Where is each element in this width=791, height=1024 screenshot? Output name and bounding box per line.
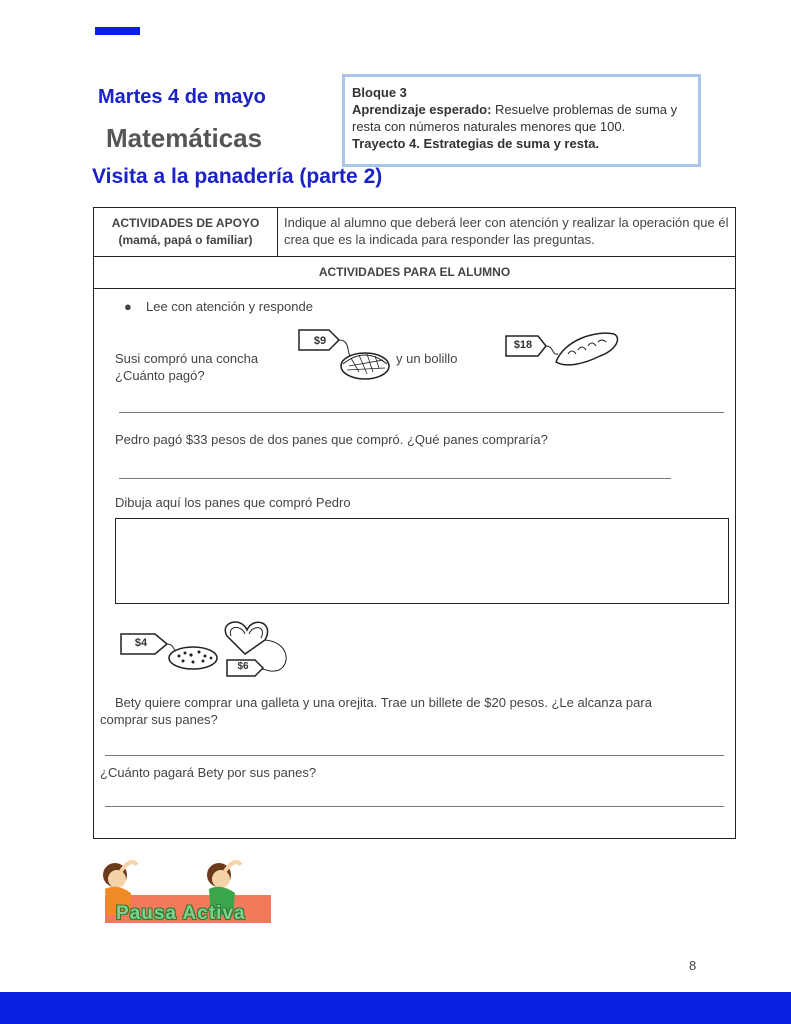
bloque-info-box: [342, 74, 701, 167]
apoyo-instructions: Indique al alumno que deberá leer con atención y realizar la operación que él crea que es la indicada para responder las preguntas.: [284, 215, 729, 247]
trayecto-text: Trayecto 4. Estrategias de suma y resta.: [352, 136, 600, 151]
alumno-header: ACTIVIDADES PARA EL ALUMNO: [94, 256, 735, 289]
aprendizaje-label: Aprendizaje esperado:: [352, 102, 492, 117]
pausa-activa-text: Pausa Activa: [116, 903, 246, 924]
activity-table: [93, 207, 736, 839]
apoyo-cell: [94, 208, 278, 256]
price-tag-concha: $9: [313, 335, 327, 347]
bety-text-line2: comprar sus panes?: [100, 712, 218, 727]
date-heading: Martes 4 de mayo: [98, 86, 266, 108]
top-accent-bar: [95, 27, 140, 35]
bottom-accent-bar: [0, 992, 791, 1024]
aprendizaje-text: Resuelve problemas de suma y resta con números naturales menores que 100.: [352, 102, 678, 134]
bety-question: ¿Cuánto pagará Bety por sus panes?: [100, 765, 317, 780]
page-number: 8: [689, 958, 697, 973]
answer-line-3: [105, 755, 724, 756]
bullet-text: Lee con atención y responde: [146, 299, 313, 314]
bullet-dot: ●: [124, 299, 132, 314]
answer-line-1: [119, 412, 724, 413]
apoyo-subtitle: (mamá, papá o familiar): [118, 233, 253, 247]
bolillo-image: [504, 326, 624, 376]
bloque-label: Bloque 3: [352, 85, 407, 100]
answer-line-2: [119, 478, 671, 479]
y-bolillo-text: y un bolillo: [396, 351, 458, 366]
susi-text: Susi compró una concha: [115, 351, 259, 366]
bety-text-line1: Bety quiere comprar una galleta y una orejita. Trae un billete de $20 pesos. ¿Le alcanza para: [115, 695, 652, 710]
pedro-text: Pedro pagó $33 pesos de dos panes que compró. ¿Qué panes compraría?: [115, 432, 548, 447]
price-tag-galleta: $4: [134, 637, 148, 649]
answer-line-4: [105, 806, 724, 807]
apoyo-row: [94, 208, 735, 257]
cuanto-pago-text: ¿Cuánto pagó?: [115, 368, 205, 383]
price-tag-bolillo: $18: [513, 339, 533, 351]
dibuja-text: Dibuja aquí los panes que compró Pedro: [115, 495, 351, 510]
drawing-box[interactable]: [115, 518, 729, 604]
subject-heading: Matemáticas: [106, 123, 263, 153]
apoyo-title: ACTIVIDADES DE APOYO: [111, 216, 260, 230]
lesson-title: Visita a la panadería (parte 2): [92, 165, 383, 188]
price-tag-orejita: $6: [237, 661, 249, 672]
